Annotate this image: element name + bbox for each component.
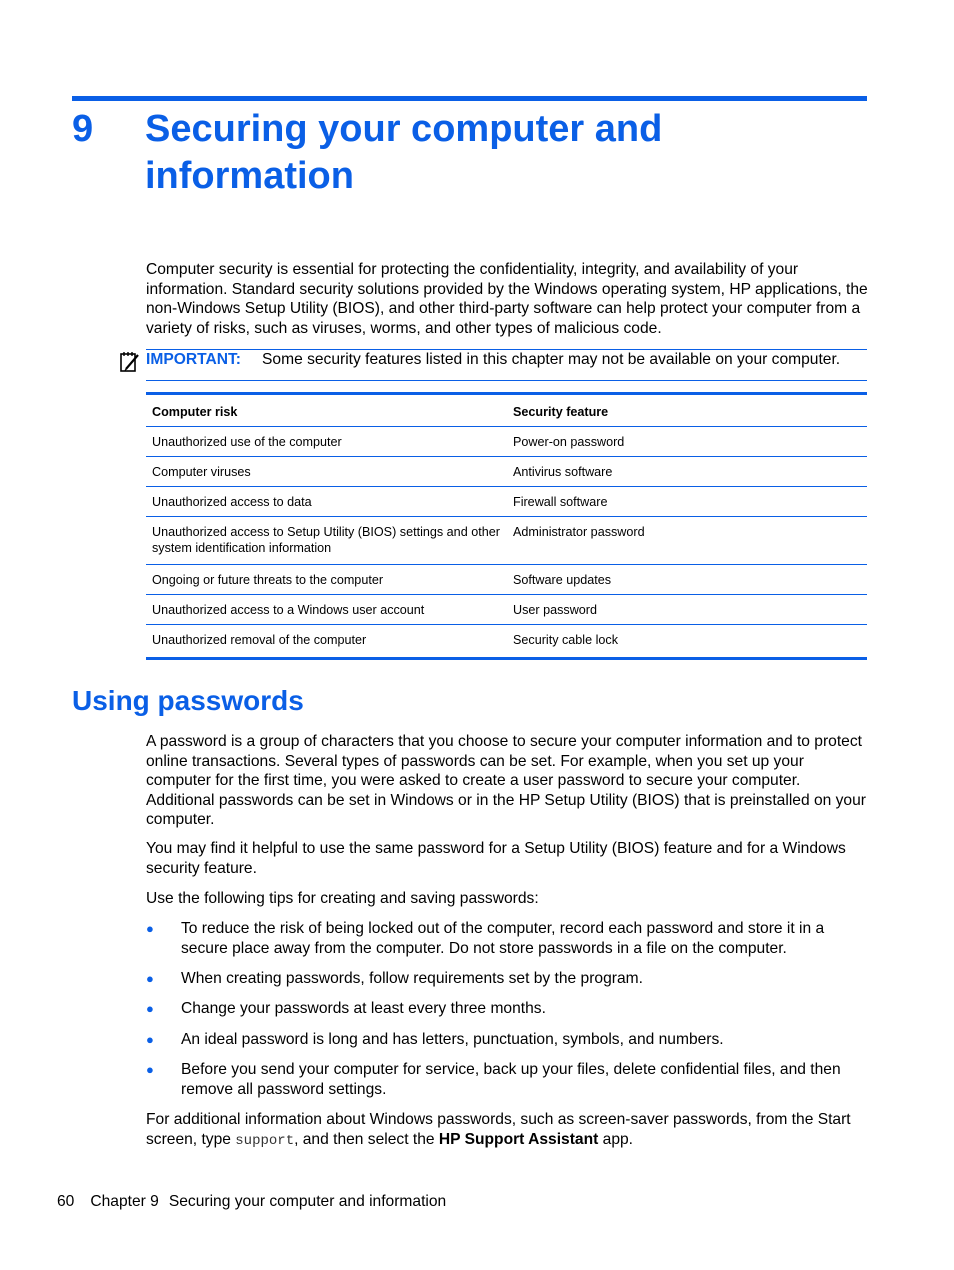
closing-text-middle: , and then select the: [294, 1130, 439, 1148]
table-row: [146, 427, 867, 457]
section-title-passwords: Using passwords: [72, 685, 304, 716]
risk-cell: Unauthorized access to a Windows user account: [146, 595, 507, 625]
risk-cell: Ongoing or future threats to the computer: [146, 565, 507, 595]
feature-cell: Software updates: [507, 565, 867, 595]
page-footer: [57, 1192, 462, 1211]
risk-cell: Unauthorized use of the computer: [146, 427, 507, 457]
list-item: An ideal password is long and has letters, punctuation, symbols, and numbers.: [181, 1031, 724, 1048]
important-label: IMPORTANT:: [146, 351, 241, 368]
chapter-number: 9: [72, 108, 94, 150]
intro-paragraph: Computer security is essential for protecting the confidentiality, integrity, and availability of your information. Standard security solutions provided by the Windows operating system, HP applications, the non-Windows Setup Utility (BIOS), and other third-party software can help protect your computer from a variety of risks, such as viruses, worms, and other types of malicious code.: [146, 261, 868, 337]
risk-cell: Unauthorized access to Setup Utility (BIOS) settings and other system identification information: [146, 517, 507, 565]
list-item: Before you send your computer for service, back up your files, delete confidential files, and then remove all password settings.: [181, 1061, 841, 1098]
bullet-icon: ●: [146, 1062, 154, 1077]
page-number: 60: [57, 1193, 75, 1210]
closing-text-after: app.: [598, 1130, 633, 1148]
bullet-icon: ●: [146, 1032, 154, 1047]
risk-cell: Unauthorized removal of the computer: [146, 625, 507, 659]
table-row: [146, 457, 867, 487]
app-name: HP Support Assistant: [438, 1130, 599, 1148]
passwords-paragraph-1: A password is a group of characters that you choose to secure your computer information and to protect online transactions. Several types of passwords can be set. For example, when you set up your computer for the first time, you were asked to create a user password to secure your computer. Additional passwords can be set in Windows or in the HP Setup Utility (BIOS) that is preinstalled on your computer.: [146, 733, 866, 828]
feature-cell: Antivirus software: [507, 457, 867, 487]
list-item: Change your passwords at least every three months.: [181, 1000, 546, 1017]
table-header-row: [146, 394, 867, 427]
closing-text-before: For additional information about Windows passwords, such as screen-saver passwords, from the Start screen, type: [146, 1111, 851, 1148]
feature-cell: Power-on password: [507, 427, 867, 457]
bullet-icon: ●: [146, 971, 154, 986]
risk-cell: Unauthorized access to data: [146, 487, 507, 517]
bullet-icon: ●: [146, 1001, 154, 1016]
passwords-paragraph-2: You may find it helpful to use the same password for a Setup Utility (BIOS) feature and for a Windows security feature.: [146, 840, 846, 877]
table-row: [146, 517, 867, 565]
footer-chapter-label: Chapter 9: [90, 1193, 159, 1210]
footer-chapter-title: Securing your computer and information: [168, 1193, 447, 1210]
table-row: [146, 595, 867, 625]
list-item: To reduce the risk of being locked out of the computer, record each password and store it in a secure place away from the computer. Do not store passwords in a file on the computer.: [181, 920, 825, 957]
column-header-risk: Computer risk: [146, 394, 507, 427]
passwords-closing-paragraph: [146, 1110, 868, 1151]
note-pencil-icon: [118, 350, 142, 374]
risk-cell: Computer viruses: [146, 457, 507, 487]
list-item: When creating passwords, follow requirements set by the program.: [181, 970, 643, 987]
feature-cell: Security cable lock: [507, 625, 867, 659]
chapter-rule: [72, 96, 867, 101]
table-row: [146, 565, 867, 595]
feature-cell: Firewall software: [507, 487, 867, 517]
column-header-feature: Security feature: [507, 394, 867, 427]
table-row: [146, 487, 867, 517]
command-code: support: [235, 1132, 295, 1149]
passwords-paragraph-3: Use the following tips for creating and saving passwords:: [146, 890, 539, 907]
feature-cell: User password: [507, 595, 867, 625]
risk-table: [146, 392, 867, 660]
feature-cell: Administrator password: [507, 517, 867, 565]
table-row: [146, 625, 867, 659]
important-text: Some security features listed in this chapter may not be available on your computer.: [262, 351, 841, 368]
bullet-icon: ●: [146, 921, 154, 936]
chapter-title: Securing your computer and information: [145, 108, 663, 197]
